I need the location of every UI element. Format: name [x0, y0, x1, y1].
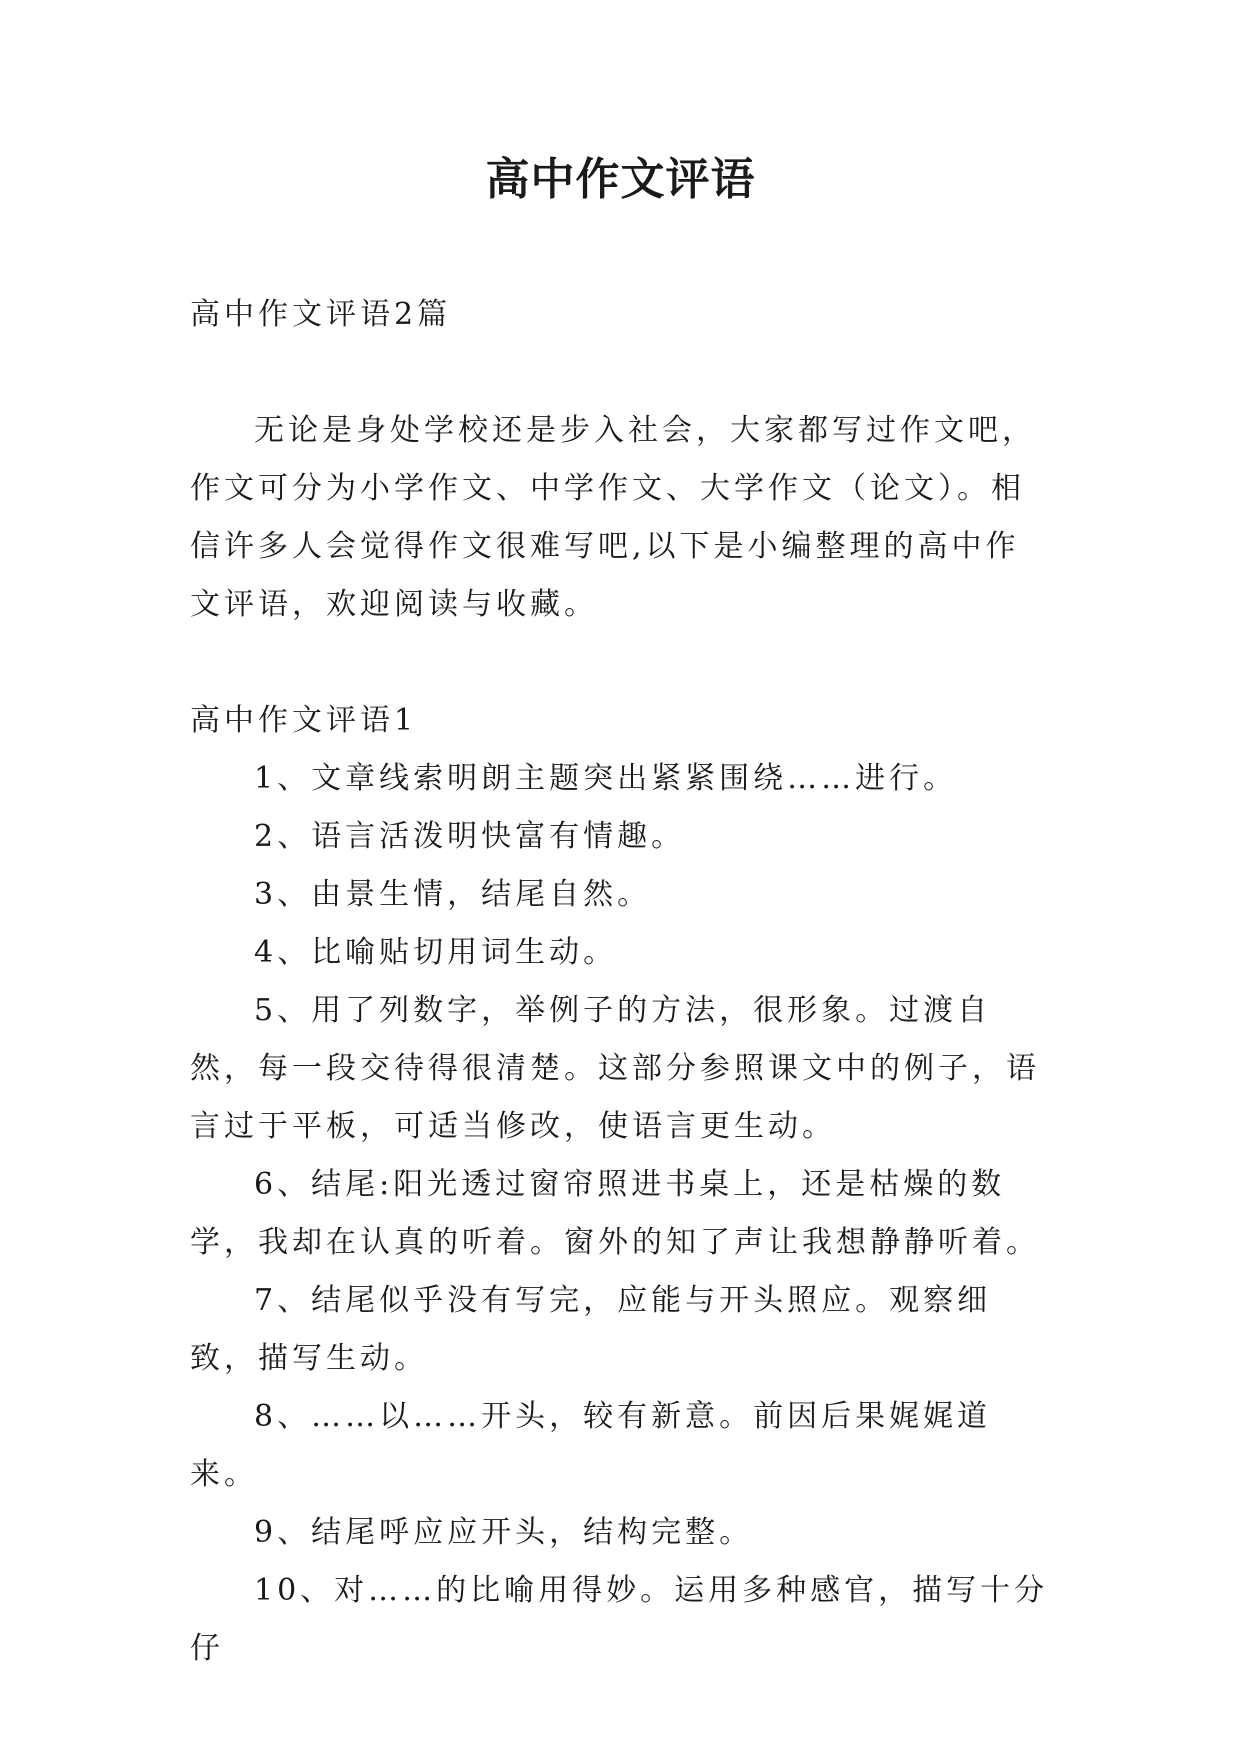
list-item: 4、比喻贴切用词生动。 — [254, 935, 618, 970]
spacer — [190, 634, 1050, 692]
list-item: 1、文章线索明朗主题突出紧紧围绕……进行。 — [254, 761, 958, 796]
list-item: 10、对……的比喻用得妙。运用多种感官，描写十分仔 — [190, 1573, 1049, 1666]
intro-paragraph: 无论是身处学校还是步入社会，大家都写过作文吧，作文可分为小学作文、中学作文、大学作文（论文）。相信许多人会觉得作文很难写吧,以下是小编整理的高中作文评语，欢迎阅读与收藏。 — [190, 413, 1036, 622]
list-item: 6、结尾:阳光透过窗帘照进书桌上，还是枯燥的数学，我却在认真的听着。窗外的知了声让我想静静听着。 — [190, 1167, 1040, 1260]
list-item: 9、结尾呼应应开头，结构完整。 — [254, 1515, 754, 1550]
list-item: 7、结尾似乎没有写完，应能与开头照应。观察细致，描写生动。 — [190, 1283, 992, 1376]
list-item: 3、由景生情，结尾自然。 — [254, 877, 652, 912]
list-item: 2、语言活泼明快富有情趣。 — [254, 819, 686, 854]
list-item: 8、……以……开头，较有新意。前因后果娓娓道来。 — [190, 1399, 992, 1492]
section-heading: 高中作文评语1 — [190, 703, 418, 738]
list-item: 5、用了列数字，举例子的方法，很形象。过渡自然，每一段交待得很清楚。这部分参照课文中的例子，语言过于平板，可适当修改，使语言更生动。 — [190, 993, 1040, 1144]
spacer — [190, 344, 1050, 402]
document-body — [190, 286, 1050, 1678]
document-subtitle: 高中作文评语2篇 — [190, 297, 452, 332]
document-title: 高中作文评语 — [485, 154, 756, 205]
